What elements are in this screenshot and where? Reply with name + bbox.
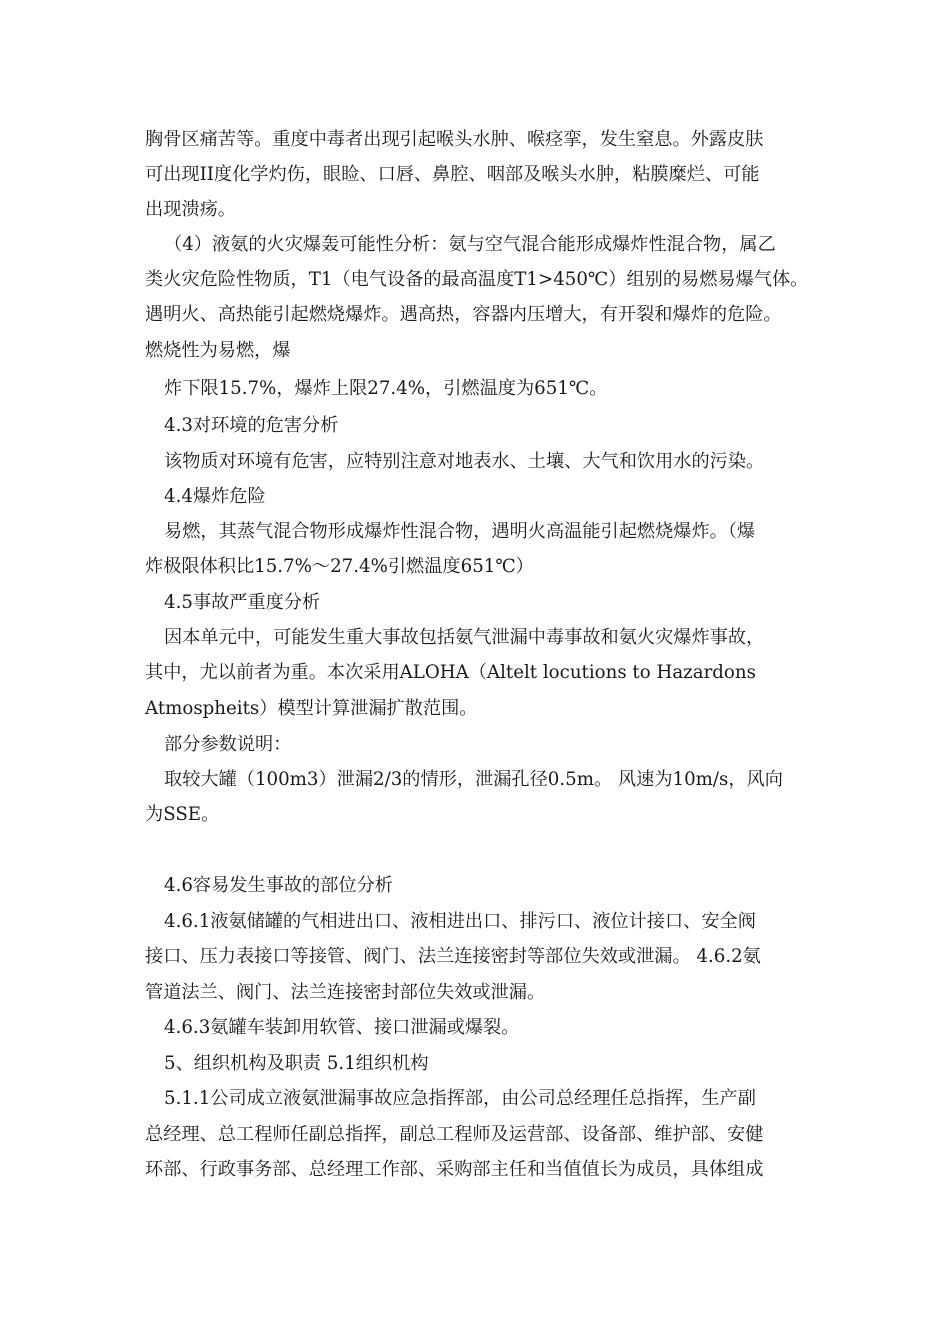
section-heading: 4.6容易发生事故的部位分析 [164, 875, 393, 896]
text-line: 4.6.3氨罐车装卸用软管、接口泄漏或爆裂。 [164, 1017, 520, 1038]
text-line: 炸极限体积比15.7%～27.4%引燃温度651℃） [145, 556, 534, 577]
text-line: 遇明火、高热能引起燃烧爆炸。遇高热，容器内压增大，有开裂和爆炸的危险。 [145, 304, 782, 325]
text-line: 5.1.1公司成立液氨泄漏事故应急指挥部，由公司总经理任总指挥，生产副 [164, 1088, 756, 1109]
text-line: Atmospheits）模型计算泄漏扩散范围。 [145, 698, 478, 719]
text-line: 出现溃疡。 [145, 199, 236, 220]
text-line: 炸下限15.7%，爆炸上限27.4%，引燃温度为651℃。 [164, 378, 608, 399]
section-heading: 4.4爆炸危险 [164, 486, 266, 507]
text-line: 可出现II度化学灼伤，眼睑、口唇、鼻腔、咽部及喉头水肿，粘膜糜烂、可能 [145, 164, 760, 185]
section-heading: 4.5事故严重度分析 [164, 592, 321, 613]
text-line: 总经理、总工程师任副总指挥，副总工程师及运营部、设备部、维护部、安健 [145, 1124, 764, 1145]
text-line: 取较大罐（100m3）泄漏2/3的情形，泄漏孔径0.5m。 风速为10m/s，风向 [164, 769, 783, 790]
text-line: （4）液氨的火灾爆轰可能性分析：氨与空气混合能形成爆炸性混合物，属乙 [164, 234, 776, 255]
text-line: 其中，尤以前者为重。本次采用ALOHA（Altelt locutions to Hazardons [145, 662, 756, 683]
text-line: 胸骨区痛苦等。重度中毒者出现引起喉头水肿、喉痉挛，发生窒息。外露皮肤 [145, 129, 764, 150]
text-line: 该物质对环境有危害，应特别注意对地表水、土壤、大气和饮用水的污染。 [164, 451, 765, 472]
text-line: 环部、行政事务部、总经理工作部、采购部主任和当值值长为成员，具体组成 [145, 1159, 764, 1180]
text-line: 管道法兰、阀门、法兰连接密封部位失效或泄漏。 [145, 982, 546, 1003]
section-heading: 4.3对环境的危害分析 [164, 415, 339, 436]
text-line: 易燃，其蒸气混合物形成爆炸性混合物，遇明火高温能引起燃烧爆炸。（爆 [164, 521, 756, 542]
text-line: 为SSE。 [145, 804, 220, 825]
section-heading: 5、组织机构及职责 5.1组织机构 [164, 1053, 429, 1074]
text-line: 燃烧性为易燃，爆 [145, 340, 291, 361]
text-line: 部分参数说明： [164, 734, 292, 755]
text-line: 因本单元中，可能发生重大事故包括氨气泄漏中毒事故和氨火灾爆炸事故， [164, 627, 765, 648]
text-line: 4.6.1液氨储罐的气相进出口、液相进出口、排污口、液位计接口、安全阀 [164, 911, 756, 932]
text-line: 类火灾危险性物质，T1（电气设备的最高温度T1>450℃）组别的易燃易爆气体。 [145, 269, 809, 290]
text-line: 接口、压力表接口等接管、阀门、法兰连接密封等部位失效或泄漏。 4.6.2氨 [145, 946, 761, 967]
